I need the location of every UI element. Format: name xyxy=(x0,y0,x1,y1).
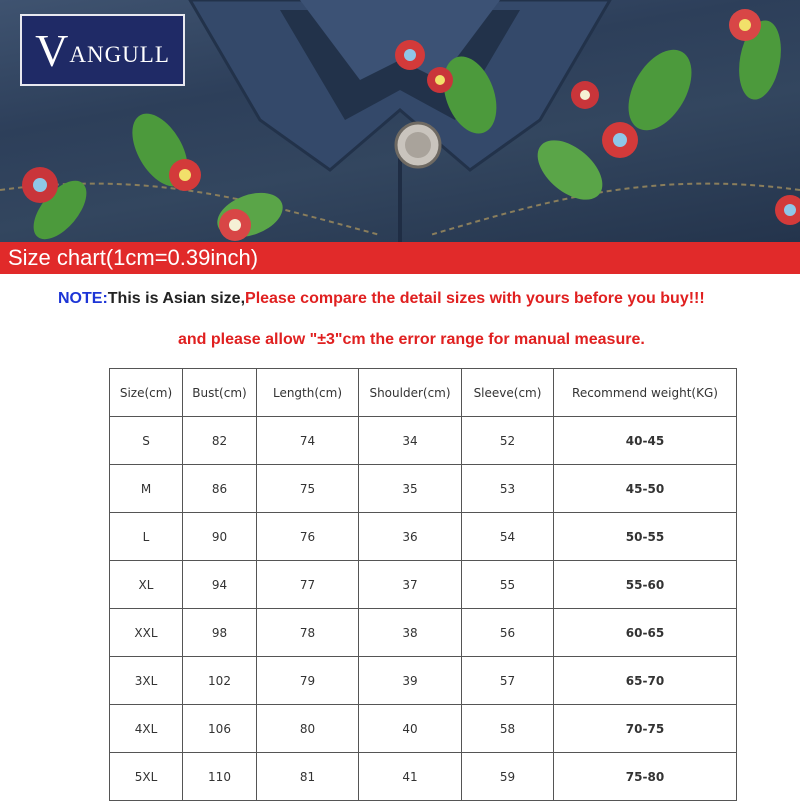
note-label: NOTE: xyxy=(58,290,108,307)
cell-bust: 90 xyxy=(183,513,257,561)
cell-length: 77 xyxy=(257,561,359,609)
cell-shoulder: 38 xyxy=(359,609,462,657)
cell-sleeve: 58 xyxy=(462,705,554,753)
cell-sleeve: 57 xyxy=(462,657,554,705)
cell-shoulder: 36 xyxy=(359,513,462,561)
cell-size: L xyxy=(110,513,183,561)
cell-bust: 94 xyxy=(183,561,257,609)
header-shoulder: Shoulder(cm) xyxy=(359,369,462,417)
cell-weight: 55-60 xyxy=(554,561,737,609)
header-sleeve: Sleeve(cm) xyxy=(462,369,554,417)
cell-weight: 60-65 xyxy=(554,609,737,657)
cell-size: S xyxy=(110,417,183,465)
note-line-2: and please allow "±3"cm the error range for manual measure. xyxy=(178,331,645,348)
table-row xyxy=(110,561,737,609)
brand-logo xyxy=(20,14,185,86)
cell-shoulder: 40 xyxy=(359,705,462,753)
cell-weight: 75-80 xyxy=(554,753,737,801)
cell-size: 5XL xyxy=(110,753,183,801)
cell-shoulder: 37 xyxy=(359,561,462,609)
cell-size: 3XL xyxy=(110,657,183,705)
cell-bust: 86 xyxy=(183,465,257,513)
cell-weight: 45-50 xyxy=(554,465,737,513)
cell-shoulder: 41 xyxy=(359,753,462,801)
cell-weight: 40-45 xyxy=(554,417,737,465)
cell-sleeve: 53 xyxy=(462,465,554,513)
note-compare-warning: Please compare the detail sizes with yours before you buy!!! xyxy=(245,290,705,307)
cell-size: XL xyxy=(110,561,183,609)
cell-length: 76 xyxy=(257,513,359,561)
cell-sleeve: 52 xyxy=(462,417,554,465)
cell-size: XXL xyxy=(110,609,183,657)
table-row xyxy=(110,465,737,513)
cell-shoulder: 35 xyxy=(359,465,462,513)
table-row xyxy=(110,609,737,657)
product-photo xyxy=(0,0,800,242)
note-line-1 xyxy=(58,290,798,308)
cell-length: 78 xyxy=(257,609,359,657)
cell-shoulder: 39 xyxy=(359,657,462,705)
table-row xyxy=(110,753,737,801)
cell-length: 75 xyxy=(257,465,359,513)
cell-shoulder: 34 xyxy=(359,417,462,465)
cell-bust: 110 xyxy=(183,753,257,801)
cell-length: 74 xyxy=(257,417,359,465)
banner-title: Size chart(1cm=0.39inch) xyxy=(8,245,259,270)
cell-bust: 102 xyxy=(183,657,257,705)
logo-initial: V xyxy=(35,24,70,76)
cell-length: 80 xyxy=(257,705,359,753)
header-bust: Bust(cm) xyxy=(183,369,257,417)
cell-sleeve: 59 xyxy=(462,753,554,801)
cell-length: 81 xyxy=(257,753,359,801)
table-row xyxy=(110,417,737,465)
logo-rest: ANGULL xyxy=(69,41,170,67)
cell-weight: 50-55 xyxy=(554,513,737,561)
header-length: Length(cm) xyxy=(257,369,359,417)
cell-bust: 82 xyxy=(183,417,257,465)
cell-bust: 98 xyxy=(183,609,257,657)
cell-sleeve: 55 xyxy=(462,561,554,609)
header-weight: Recommend weight(KG) xyxy=(554,369,737,417)
cell-size: M xyxy=(110,465,183,513)
cell-length: 79 xyxy=(257,657,359,705)
cell-sleeve: 54 xyxy=(462,513,554,561)
size-chart-banner xyxy=(0,242,800,274)
table-header-row xyxy=(110,369,737,417)
cell-sleeve: 56 xyxy=(462,609,554,657)
note-asian-size: This is Asian size, xyxy=(107,290,246,307)
table-row xyxy=(110,705,737,753)
size-table xyxy=(109,368,737,801)
cell-weight: 65-70 xyxy=(554,657,737,705)
header-size: Size(cm) xyxy=(110,369,183,417)
cell-size: 4XL xyxy=(110,705,183,753)
cell-weight: 70-75 xyxy=(554,705,737,753)
table-row xyxy=(110,513,737,561)
table-row xyxy=(110,657,737,705)
cell-bust: 106 xyxy=(183,705,257,753)
